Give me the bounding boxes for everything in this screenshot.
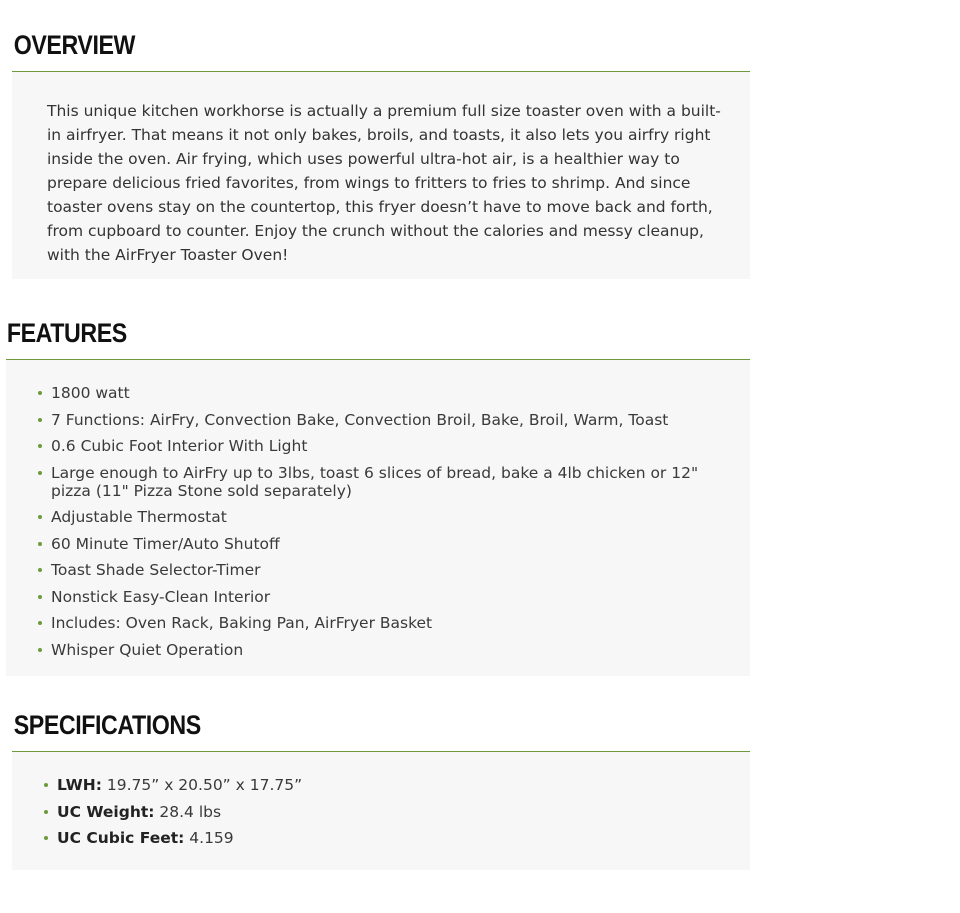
features-panel <box>6 360 750 676</box>
feature-text: 60 Minute Timer/Auto Shutoff <box>51 534 280 553</box>
overview-text: This unique kitchen workhorse is actually a premium full size toaster oven with a built-in airfryer. That means it not only bakes, broils, and toasts, it also lets you airfry right inside the oven. Air frying, which uses powerful ultra-hot air, is a healthier way to prepare delicious fried favorites, from wings to fritters to fries to shrimp. And since toaster ovens stay on the countertop, this fryer doesn’t have to move back and forth, from cupboard to counter. Enjoy the crunch without the calories and messy cleanup, with the AirFryer Toaster Oven! <box>47 102 721 264</box>
bullet-icon <box>38 568 42 572</box>
feature-text: Adjustable Thermostat <box>51 508 227 526</box>
features-list <box>36 384 730 659</box>
spec-value: 19.75” x 20.50” x 17.75” <box>101 776 303 794</box>
bullet-icon <box>38 418 42 422</box>
feature-text: 7 Functions: AirFry, Convection Bake, Convection Broil, Bake, Broil, Warm, Toast <box>51 410 669 429</box>
spec-value: 4.159 <box>184 829 234 847</box>
feature-text: 0.6 Cubic Foot Interior With Light <box>51 437 308 455</box>
feature-item <box>36 384 730 402</box>
feature-text: Nonstick Easy-Clean Interior <box>51 587 271 606</box>
bullet-icon <box>38 471 42 475</box>
feature-text: Whisper Quiet Operation <box>51 640 244 659</box>
bullet-icon <box>44 810 48 814</box>
features-heading: FEATURES <box>6 318 127 348</box>
bullet-icon <box>44 836 48 840</box>
bullet-icon <box>38 391 42 395</box>
spec-item <box>42 829 730 847</box>
overview-heading: OVERVIEW <box>13 30 136 60</box>
bullet-icon <box>38 542 42 546</box>
specifications-list <box>42 776 730 847</box>
spec-label: UC Cubic Feet: <box>57 829 185 847</box>
overview-section <box>12 27 750 279</box>
spec-item <box>42 776 730 794</box>
specifications-section <box>12 707 750 870</box>
bullet-icon <box>38 515 42 519</box>
feature-text: Toast Shade Selector-Timer <box>51 561 261 579</box>
spec-label: LWH: <box>57 776 102 794</box>
features-section <box>6 315 750 676</box>
feature-item <box>36 614 730 632</box>
specifications-panel <box>12 752 750 870</box>
feature-item <box>36 561 730 579</box>
feature-item <box>36 464 730 500</box>
feature-item <box>36 641 730 659</box>
spec-value: 28.4 lbs <box>154 802 222 821</box>
feature-text: Large enough to AirFry up to 3lbs, toast 6 slices of bread, bake a 4lb chicken or 12" pizza (11" Pizza Stone sold separately) <box>51 463 699 500</box>
feature-item <box>36 508 730 526</box>
feature-text: 1800 watt <box>51 384 130 402</box>
feature-item <box>36 588 730 606</box>
feature-item <box>36 437 730 455</box>
overview-panel <box>12 72 750 279</box>
spec-item <box>42 803 730 821</box>
specifications-heading: SPECIFICATIONS <box>13 710 201 740</box>
bullet-icon <box>38 444 42 448</box>
feature-item <box>36 411 730 429</box>
bullet-icon <box>38 595 42 599</box>
feature-item <box>36 535 730 553</box>
bullet-icon <box>38 648 42 652</box>
bullet-icon <box>38 621 42 625</box>
spec-label: UC Weight: <box>57 802 155 821</box>
bullet-icon <box>44 783 48 787</box>
feature-text: Includes: Oven Rack, Baking Pan, AirFryer Basket <box>51 614 433 632</box>
